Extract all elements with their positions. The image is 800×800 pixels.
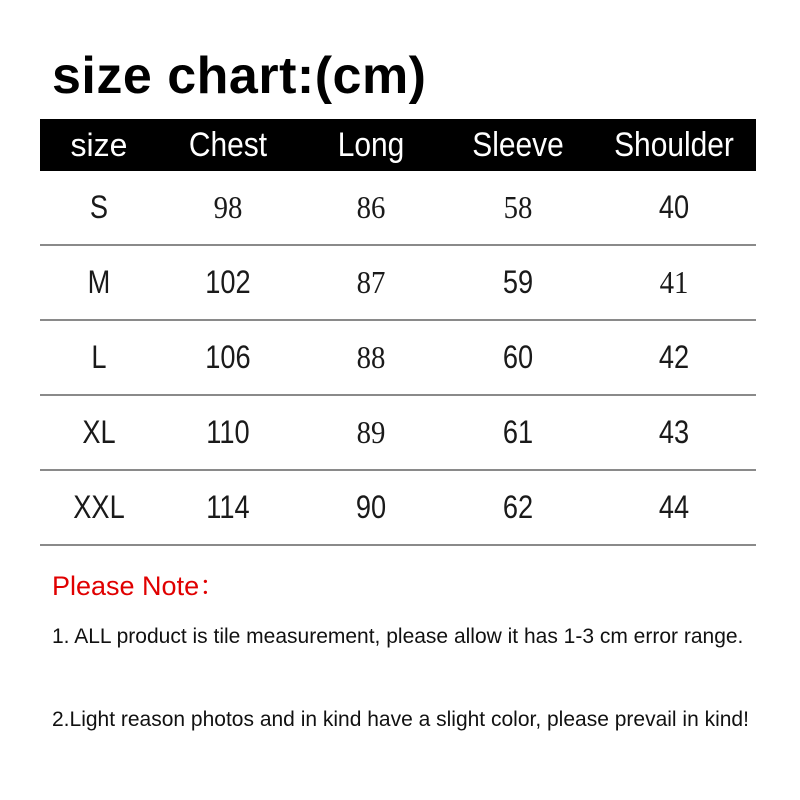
cell-size: XXL xyxy=(73,489,125,525)
cell-chest: 106 xyxy=(205,339,251,375)
header-long: Long xyxy=(337,126,405,164)
table-row xyxy=(40,396,756,471)
cell-chest: 98 xyxy=(213,189,243,225)
cell-shoulder: 40 xyxy=(658,189,690,225)
cell-sleeve: 62 xyxy=(502,489,534,525)
table-row xyxy=(40,471,756,546)
cell-long: 87 xyxy=(356,264,386,300)
cell-sleeve: 61 xyxy=(502,414,534,450)
cell-sleeve: 58 xyxy=(503,189,533,225)
cell-size: L xyxy=(91,339,107,375)
cell-chest: 114 xyxy=(206,489,250,525)
cell-shoulder: 44 xyxy=(658,489,690,525)
table-row xyxy=(40,321,756,396)
table-row xyxy=(40,246,756,321)
cell-size: XL xyxy=(82,414,116,450)
cell-shoulder: 43 xyxy=(658,414,690,450)
header-size: size xyxy=(70,127,128,163)
header-chest: Chest xyxy=(188,126,268,164)
cell-long: 89 xyxy=(356,414,386,450)
page-title: size chart:(cm) xyxy=(52,47,427,105)
cell-long: 90 xyxy=(355,489,387,525)
cell-sleeve: 60 xyxy=(502,339,534,375)
cell-shoulder: 41 xyxy=(659,264,689,300)
table-row xyxy=(40,171,756,246)
note-item-color: 2.Light reason photos and in kind have a slight color, please prevail in kind! xyxy=(52,708,749,731)
cell-chest: 102 xyxy=(205,264,251,300)
header-shoulder: Shoulder xyxy=(614,126,734,164)
note-item-measurement: 1. ALL product is tile measurement, please allow it has 1-3 cm error range. xyxy=(52,625,744,648)
cell-size: S xyxy=(89,189,109,225)
cell-long: 86 xyxy=(356,189,386,225)
cell-chest: 110 xyxy=(206,414,250,450)
cell-long: 88 xyxy=(356,339,386,375)
cell-size: M xyxy=(87,264,111,300)
header-sleeve: Sleeve xyxy=(472,126,564,164)
cell-sleeve: 59 xyxy=(502,264,534,300)
cell-shoulder: 42 xyxy=(658,339,690,375)
table-header-row xyxy=(40,119,756,171)
size-chart-table xyxy=(40,119,756,546)
note-title: Please Note： xyxy=(52,571,227,601)
